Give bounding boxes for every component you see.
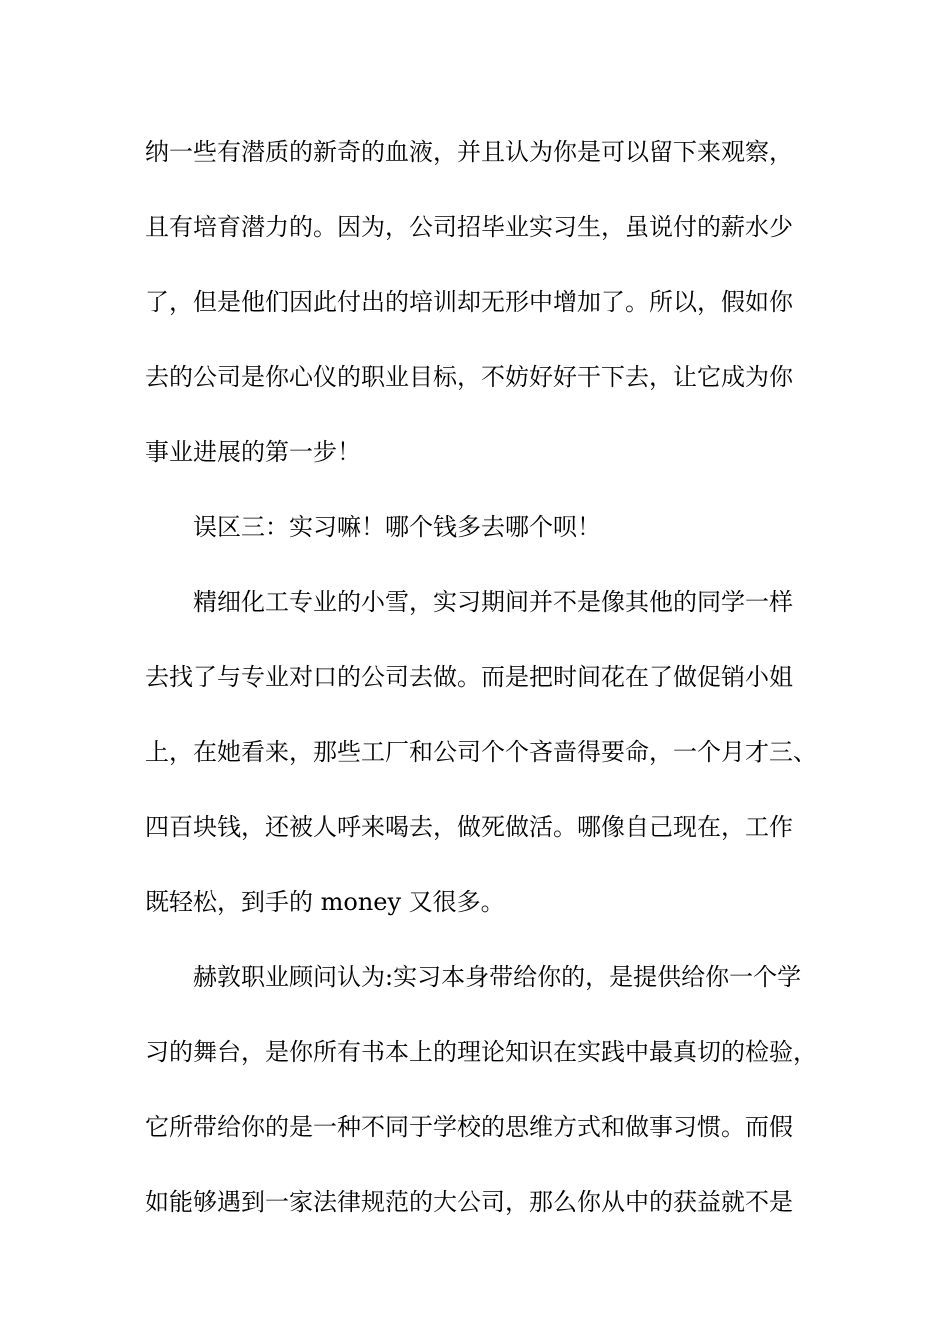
section-heading: 误区三：实习嘛！哪个钱多去哪个呗！ [193,513,601,541]
text-line: 它所带给你的是一种不同于学校的思维方式和做事习惯。而假 [145,1113,793,1141]
text-line: 既轻松，到手的 money 又很多。 [145,888,505,916]
text-line: 了，但是他们因此付出的培训却无形中增加了。所以，假如你 [145,288,793,316]
paragraph-start-line: 赫敦职业顾问认为:实习本身带给你的，是提供给你一个学 [193,963,802,991]
text-line: 习的舞台，是你所有书本上的理论知识在实践中最真切的检验， [145,1038,817,1066]
text-line: 且有培育潜力的。因为，公司招毕业实习生，虽说付的薪水少 [145,213,793,241]
text-line: 去的公司是你心仪的职业目标，不妨好好干下去，让它成为你 [145,363,793,391]
paragraph-start-line: 精细化工专业的小雪，实习期间并不是像其他的同学一样 [193,588,793,616]
text-line: 纳一些有潜质的新奇的血液，并且认为你是可以留下来观察， [145,138,793,166]
text-line: 去找了与专业对口的公司去做。而是把时间花在了做促销小姐 [145,663,793,691]
text-line: 如能够遇到一家法律规范的大公司，那么你从中的获益就不是 [145,1188,793,1216]
text-line: 事业进展的第一步！ [145,438,361,466]
text-line: 四百块钱，还被人呼来喝去，做死做活。哪像自己现在，工作 [145,813,793,841]
text-line: 上，在她看来，那些工厂和公司个个吝啬得要命，一个月才三、 [145,738,817,766]
